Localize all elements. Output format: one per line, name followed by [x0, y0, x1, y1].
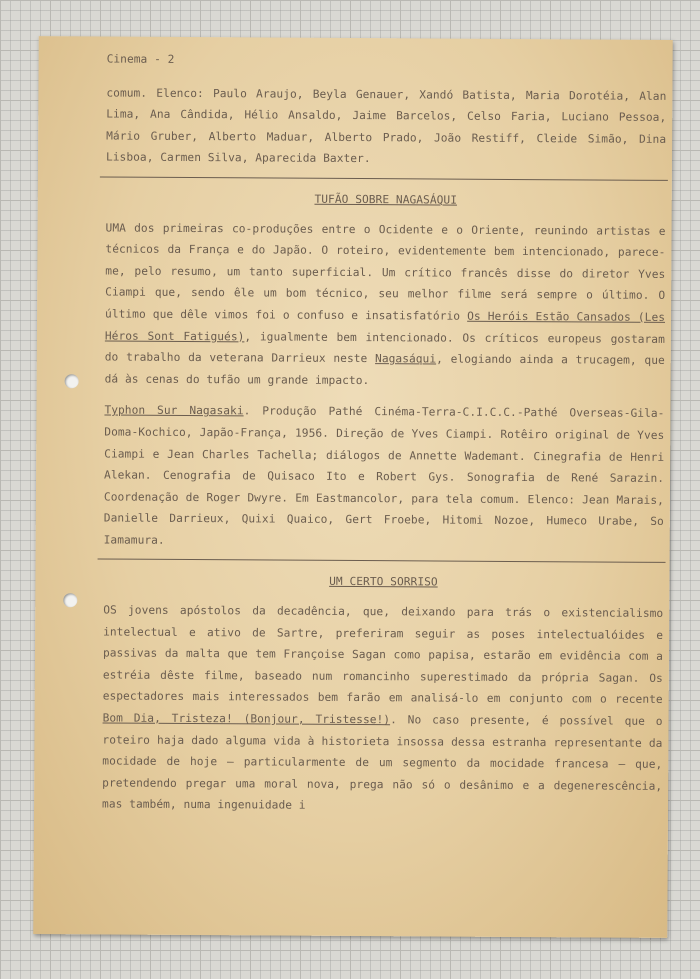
review-text: . No caso presente, é possível que o roteiro haja dado alguma vida à historieta insossa dessa estranha representante da mocidade de hoje — particularmente de um segmento da mocidade francesa — que, pretendendo pregar uma moral nova, prega não só o desânimo e a degenerescência, mas também, numa ingenuidade i	[102, 713, 663, 813]
cast-paragraph: comum. Elenco: Paulo Araujo, Beyla Genauer, Xandó Batista, Maria Dorotéia, Alan Lima, Ana Cândida, Hélio Ansaldo, Jaime Barcelos, Celso Faria, Luciano Pessoa, Mário Gruber, Alberto Maduar, Alberto Prado, João Restiff, Cleide Simão, Dina Lisboa, Carmen Silva, Aparecida Baxter.	[105, 86, 667, 166]
review-text: OS jovens apóstolos da decadência, que, deixando para trás o existencialismo intelectual e ativo de Sartre, preferiram seguir as poses intelectualóides e passivas da malta que tem Françoise Sagan como papisa, estarão em evidência com a estréia dêste filme, baseado num romancinho superestimado da própria Sagan. Os espectadores mais interessados bem farão em analisá-lo em conjunto com o recente	[102, 603, 664, 707]
film-title-underlined: Nagasáqui	[375, 352, 437, 366]
review-paragraph-tufao	[105, 217, 666, 393]
page-content	[102, 48, 667, 818]
section-divider	[100, 176, 668, 180]
review-text: , igualmente bem intencionado. Os críticos europeus gostaram do trabalho da veterana Darrieux neste	[104, 329, 665, 366]
section-title-sorriso: UM CERTO SORRISO	[329, 575, 438, 589]
review-text: , elogiando ainda a trucagem, que dá às cenas do tufão um grande impacto.	[104, 352, 665, 387]
film-title-underlined: Bom Dia, Tristeza! (Bonjour, Tristesse!)	[102, 711, 391, 727]
section-divider	[98, 559, 666, 563]
credits-paragraph-tufao	[104, 400, 665, 555]
original-title-underlined: Typhon Sur Nagasaki	[104, 403, 244, 418]
punch-hole	[63, 593, 77, 607]
page-header: Cinema - 2	[106, 52, 175, 66]
review-text: UMA dos primeiras co-produções entre o Ocidente e o Oriente, reunindo artistas e técnicos da França e do Japão. O roteiro, evidentemente bem intencionado, parece-me, pelo resumo, um tanto superficial. Um crítico francês disse do diretor Yves Ciampi que, sendo êle um bom técnico, seu melhor filme será sempre o último. O último que dêle vimos foi o confuso e insatisfatório	[105, 221, 666, 323]
credits-text: . Produção Pathé Cinéma-Terra-C.I.C.C.-Pathé Overseas-Gila-Doma-Kochico, Japão-França, 1956. Direção de Yves Ciampi. Rotêiro original de Yves Ciampi e Jean Charles Tachella; diálogos de Annette Wademant. Cinegrafia de Henri Alekan. Cenografia de Quisaco Ito e Robert Gys. Sonografia de René Sarazin. Coordenação de Roger Dwyre. Em Eastmancolor, para tela comum. Elenco: Jean Marais, Danielle Darrieux, Quixi Quaico, Gert Froebe, Hitomi Nozoe, Humeco Urabe, So Iamamura.	[103, 404, 665, 547]
punch-hole	[65, 374, 79, 388]
section-title-tufao: TUFÃO SOBRE NAGASÁQUI	[314, 192, 458, 207]
film-title-underlined: Os Heróis Estão Cansados (Les Héros Sont Fatigués)	[104, 309, 666, 343]
typed-page	[33, 36, 672, 938]
review-paragraph-sorriso	[102, 600, 663, 819]
